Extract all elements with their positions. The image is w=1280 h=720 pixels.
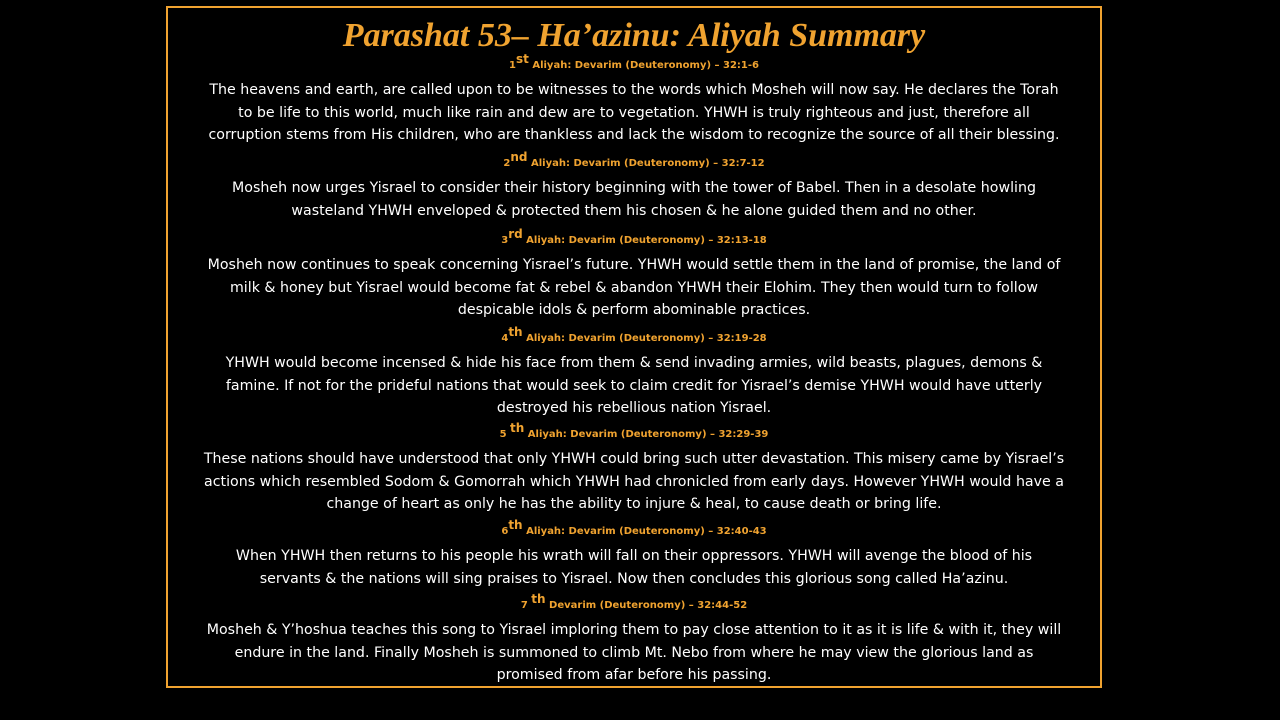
summary-line: YHWH would become incensed & hide his face from them & send invading armies, wild beasts, plagues, demons & bbox=[225, 355, 1043, 371]
aliyah-heading bbox=[166, 420, 1102, 446]
aliyah-heading bbox=[166, 517, 1102, 543]
summary-line: servants & the nations will sing praises to Yisrael. Now then concludes this glorious song called Ha’azinu. bbox=[259, 570, 1009, 587]
aliyah-ordinal-suffix: nd bbox=[510, 149, 528, 164]
summary-line: The heavens and earth, are called upon to be witnesses to the words which Mosheh will now say. He declares the Torah bbox=[209, 82, 1059, 98]
summary-line: actions which resembled Sodom & Gomorrah which YHWH had chronicled from early days. However YHWH would have a bbox=[204, 473, 1064, 490]
summary-line: Mosheh now urges Yisrael to consider their history beginning with the tower of Babel. Then in a desolate howling bbox=[232, 180, 1036, 196]
aliyah-summary bbox=[166, 448, 1102, 516]
aliyah-section-7 bbox=[166, 591, 1102, 687]
aliyah-number: 3 bbox=[501, 235, 509, 246]
aliyah-section-2 bbox=[166, 149, 1102, 222]
aliyah-ordinal-suffix: th bbox=[508, 324, 523, 339]
aliyah-ordinal-suffix: rd bbox=[508, 226, 523, 241]
summary-line: corruption stems from His children, who are thankless and lack the wisdom to recognize the source of all their blessing. bbox=[208, 127, 1060, 143]
aliyah-summary bbox=[166, 254, 1102, 322]
aliyah-summary bbox=[166, 79, 1102, 147]
summary-line: wasteland YHWH enveloped & protected them his chosen & he alone guided them and no other. bbox=[291, 202, 977, 219]
summary-line: Mosheh now continues to speak concerning Yisrael’s future. YHWH would settle them in the land of promise, the land of bbox=[207, 257, 1061, 273]
aliyah-heading bbox=[166, 226, 1102, 252]
aliyah-heading-text: Aliyah: Devarim (Deuteronomy) – 32:19-28 bbox=[522, 333, 767, 344]
summary-line: milk & honey but Yisrael would become fat & rebel & abandon YHWH their Elohim. They then would turn to follow bbox=[229, 279, 1038, 296]
aliyah-section-5 bbox=[166, 420, 1102, 516]
aliyah-number: 4 bbox=[501, 333, 509, 344]
aliyah-number: 2 bbox=[503, 158, 511, 169]
page-title: Parashat 53– Ha’azinu: Aliyah Summary bbox=[342, 17, 926, 54]
summary-line: When YHWH then returns to his people his wrath will fall on their oppressors. YHWH will avenge the blood of his bbox=[235, 548, 1033, 564]
aliyah-number: 7 bbox=[520, 600, 532, 611]
aliyah-section-1 bbox=[166, 51, 1102, 147]
aliyah-heading bbox=[166, 591, 1102, 617]
aliyah-number: 1 bbox=[509, 60, 516, 71]
aliyah-ordinal-suffix: th bbox=[508, 517, 523, 532]
summary-line: famine. If not for the prideful nations that would seek to claim credit for Yisrael’s demise YHWH would have utterly bbox=[225, 377, 1043, 394]
aliyah-section-4 bbox=[166, 324, 1102, 420]
summary-line: promised from afar before his passing. bbox=[496, 667, 772, 683]
aliyah-summary bbox=[166, 545, 1102, 590]
aliyah-ordinal-suffix: th bbox=[531, 591, 546, 606]
summary-line: These nations should have understood that only YHWH could bring such utter devastation. This misery came by Yisrael’s bbox=[203, 451, 1065, 467]
aliyah-heading-text: Aliyah: Devarim (Deuteronomy) – 32:29-39 bbox=[524, 429, 769, 440]
summary-line: change of heart as only he has the ability to injure & heal, to cause death or bring life. bbox=[326, 496, 942, 512]
summary-line: Mosheh & Y’hoshua teaches this song to Yisrael imploring them to pay close attention to it as it is life & with it, they will bbox=[206, 622, 1062, 638]
summary-line: to be life to this world, much like rain and dew are to vegetation. YHWH is truly righteous and just, therefore all bbox=[238, 104, 1030, 121]
aliyah-heading bbox=[166, 51, 1102, 77]
summary-line: endure in the land. Finally Mosheh is summoned to climb Mt. Nebo from where he may view the glorious land as bbox=[234, 644, 1034, 661]
aliyah-ordinal-suffix: st bbox=[515, 51, 529, 66]
aliyah-heading bbox=[166, 149, 1102, 175]
aliyah-heading bbox=[166, 324, 1102, 350]
aliyah-number: 5 bbox=[499, 429, 511, 440]
aliyah-summary bbox=[166, 619, 1102, 687]
aliyah-heading-text: Aliyah: Devarim (Deuteronomy) – 32:7-12 bbox=[527, 158, 765, 169]
aliyah-section-3 bbox=[166, 226, 1102, 322]
aliyah-heading-text: Aliyah: Devarim (Deuteronomy) – 32:13-18 bbox=[522, 235, 767, 246]
aliyah-heading-text: Aliyah: Devarim (Deuteronomy) – 32:1-6 bbox=[528, 60, 759, 71]
aliyah-summary bbox=[166, 352, 1102, 420]
aliyah-ordinal-suffix: th bbox=[510, 420, 525, 435]
summary-line: despicable idols & perform abominable practices. bbox=[457, 302, 811, 318]
aliyah-number: 6 bbox=[501, 526, 509, 537]
summary-line: destroyed his rebellious nation Yisrael. bbox=[496, 400, 772, 416]
aliyah-heading-text: Devarim (Deuteronomy) – 32:44-52 bbox=[545, 600, 748, 611]
aliyah-heading-text: Aliyah: Devarim (Deuteronomy) – 32:40-43 bbox=[522, 526, 767, 537]
aliyah-section-6 bbox=[166, 517, 1102, 590]
aliyah-summary bbox=[166, 177, 1102, 222]
